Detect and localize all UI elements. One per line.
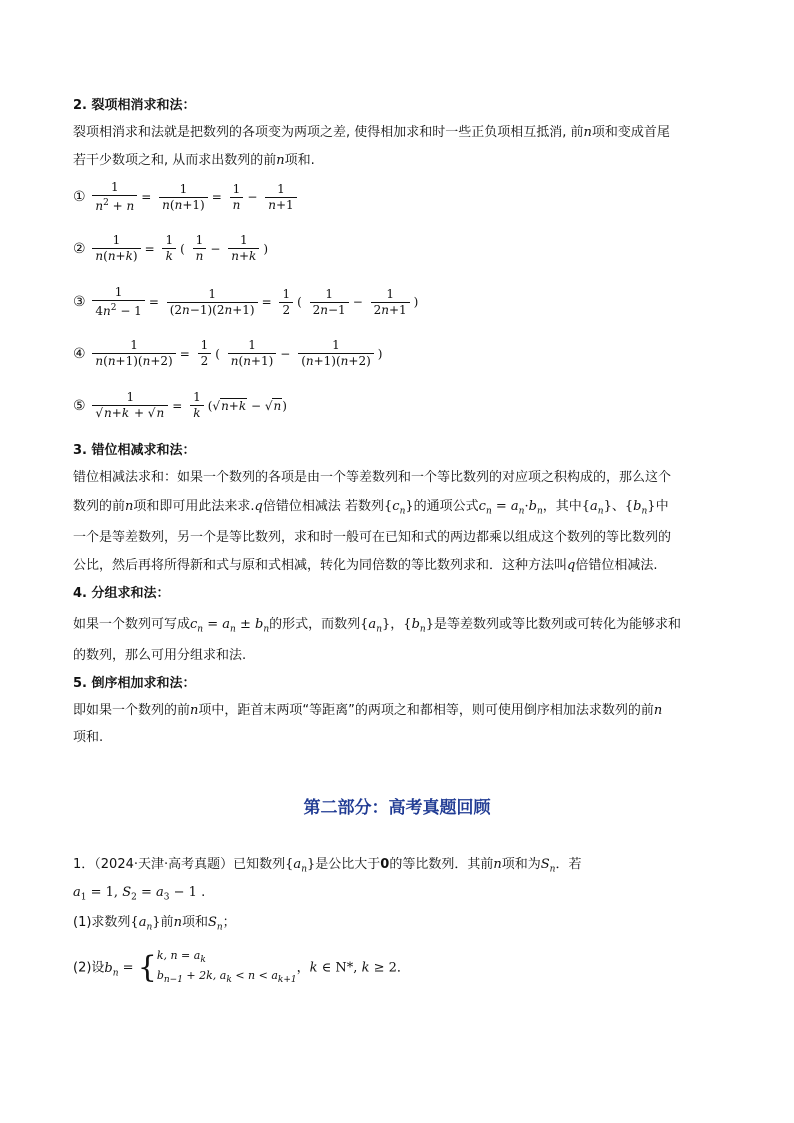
paragraph: 裂项相消求和法就是把数列的各项变为两项之差, 使得相加求和时一些正负项相互抵消, 前n项和变成首尾 xyxy=(73,125,670,140)
paragraph: 错位相减法求和：如果一个数列的各项是由一个等差数列和一个等比数列的对应项之积构成的，那么这个 xyxy=(73,470,672,485)
paragraph: 一个是等差数列，另一个是等比数列，求和时一般可在已知和式的两边都乘以组成这个数列的等比数列的 xyxy=(73,530,672,545)
section-heading: 5. 倒序相加求和法： xyxy=(73,676,196,691)
formula-1: ① $\frac{1}{n^2 + n}$ = $\frac{1}{n(n+1)}$ = $\frac{1}{n}$ − $\frac{1}{n+1}$ xyxy=(73,180,299,214)
section-heading: 3. 错位相减求和法： xyxy=(73,443,196,458)
problem-statement: 1．（2024·天津·高考真题）已知数列$\{a_n\}$是公比大于0的等比数列．其前n项和为$S_n$．若 xyxy=(73,857,582,875)
formula-3: ③ $\frac{1}{4n^2 - 1}$ = $\frac{1}{(2n-1)(2n+1)}$ = $\frac{1}{2}$ ( $\frac{1}{2n-1}$ − $\frac{1}{2n+1}$ ) xyxy=(73,285,419,318)
formula-2: ② $\frac{1}{n(n+k)}$ = $\frac{1}{k}$ ( $\frac{1}{n}$ − $\frac{1}{n+k}$ ) xyxy=(73,233,269,263)
paragraph: 如果一个数列可写成$c_n = a_n \pm b_n$的形式，而数列$\{a_n\}$，$\{b_n\}$是等差数列或等比数列或可转化为能够求和 xyxy=(73,617,681,635)
question-2: (2)设$b_n$ = { k, $n = a_k$ $b_{n-1} + 2k$, $a_k < n < a_{k+1}$ ，k ∈ N*, k ≥ 2． xyxy=(73,949,410,986)
formula-4: ④ $\frac{1}{n(n+1)(n+2)}$ = $\frac{1}{2}$ ( $\frac{1}{n(n+1)}$ − $\frac{1}{(n+1)(n+2)}$ ) xyxy=(73,338,383,368)
paragraph: 若干少数项之和, 从而求出数列的前n项和. xyxy=(73,153,315,168)
paragraph: 数列的前n项和即可用此法来求.q倍错位相减法 若数列$\{c_n\}$的通项公式$c_n = a_n\cdot b_n$，其中$\{a_n\}$、$\{b_n\}$中 xyxy=(73,499,669,517)
section-heading: 2. 裂项相消求和法： xyxy=(73,98,196,113)
part-title: 第二部分：高考真题回顾 xyxy=(303,798,491,818)
paragraph: 公比，然后再将所得新和式与原和式相减，转化为同倍数的等比数列求和．这种方法叫q倍错位相减法. xyxy=(73,558,658,573)
section-heading: 4. 分组求和法： xyxy=(73,586,170,601)
question-1: (1)求数列$\{a_n\}$前n项和$S_n$； xyxy=(73,915,236,933)
paragraph: 即如果一个数列的前n项中，距首末两项“等距离”的两项之和都相等，则可使用倒序相加法求数列的前n xyxy=(73,703,663,718)
paragraph: 的数列，那么可用分组求和法. xyxy=(73,648,247,663)
paragraph: 项和. xyxy=(73,730,104,745)
formula-5: ⑤ $\frac{1}{√n+k + √n}$ = $\frac{1}{k}$ (√n+k − √n) xyxy=(73,390,287,420)
problem-condition: $a_1 = 1$, $S_2 = a_3 - 1$ . xyxy=(73,885,206,903)
